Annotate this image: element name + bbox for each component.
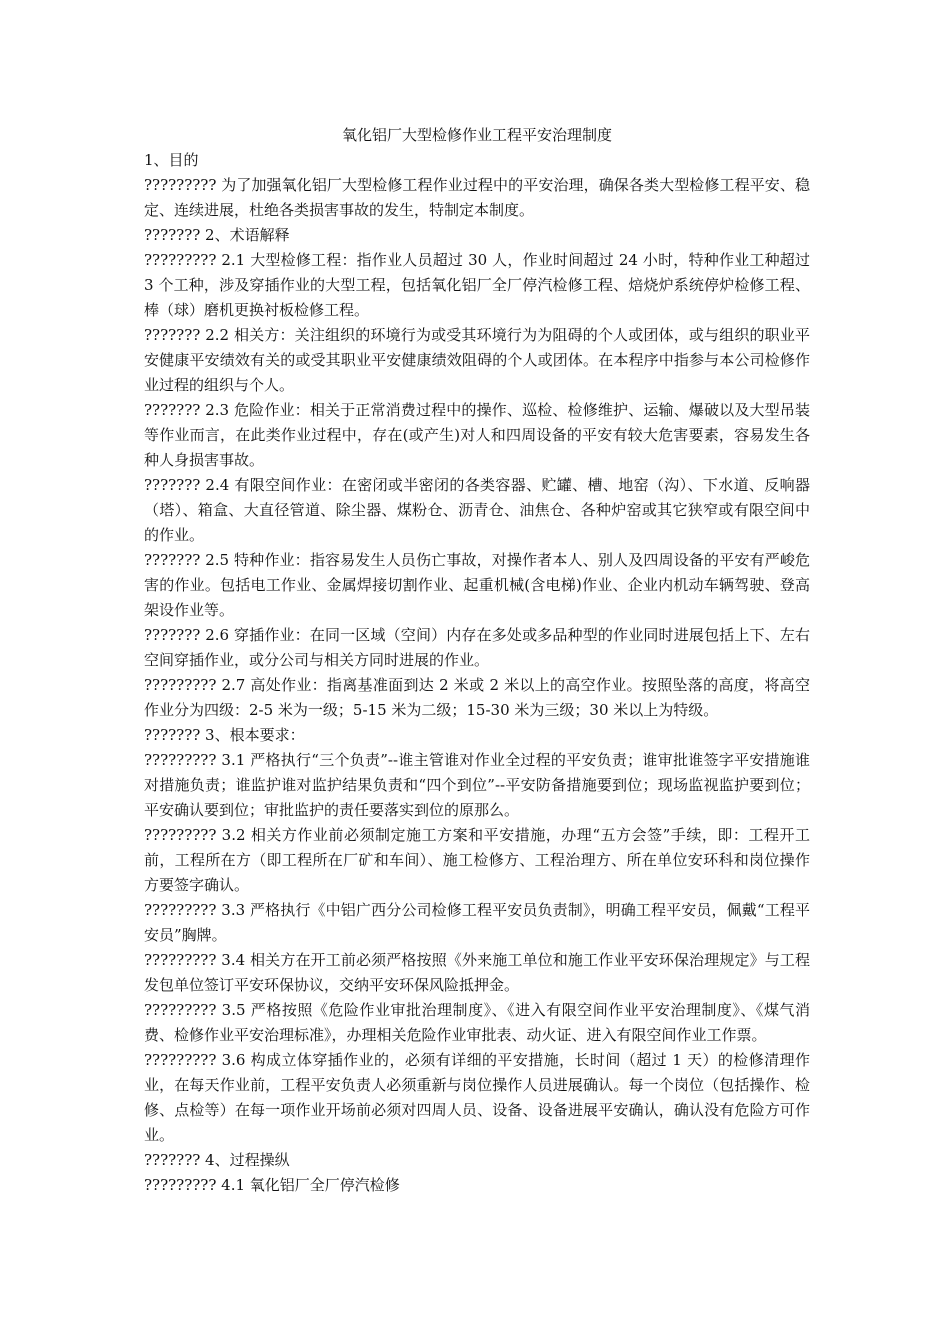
paragraph: ????????? 4.1 氧化铝厂全厂停汽检修 [144,1176,400,1194]
paragraph-list [144,148,810,1198]
document-body [144,123,810,1198]
paragraph: ????????? 2.1 大型检修工程：指作业人员超过 30 人，作业时间超过 24 小时，特种作业工种超过 3 个工种，涉及穿插作业的大型工程，包括氧化铝厂全厂停汽检修工程、焙烧炉系统停炉检修工程、棒（球）磨机更换衬板检修工程。 [144,251,810,319]
section-heading-purpose: 1、目的 [144,151,199,169]
paragraph: ????????? 为了加强氧化铝厂大型检修工程作业过程中的平安治理，确保各类大型检修工程平安、稳定、连续进展，杜绝各类损害事故的发生，特制定本制度。 [144,176,810,219]
section-heading-requirements: ??????? 3、根本要求： [144,726,305,744]
paragraph: ????????? 3.3 严格执行《中铝广西分公司检修工程平安员负责制》，明确工程平安员，佩戴“工程平安员”胸牌。 [144,901,810,944]
section-heading-process: ??????? 4、过程操纵 [144,1151,290,1169]
section-heading-terms: ??????? 2、术语解释 [144,226,290,244]
paragraph: ????????? 3.6 构成立体穿插作业的，必须有详细的平安措施，长时间（超过 1 天）的检修清理作业，在每天作业前，工程平安负责人必须重新与岗位操作人员进展确认。每一个岗位（包括操作、检修、点检等）在每一项作业开场前必须对四周人员、设备、设备进展平安确认，确认没有危险方可作业。 [144,1051,810,1144]
paragraph: ????????? 3.2 相关方作业前必须制定施工方案和平安措施，办理“五方会签”手续，即：工程开工前，工程所在方（即工程所在厂矿和车间）、施工检修方、工程治理方、所在单位安环科和岗位操作方要签字确认。 [144,826,810,894]
paragraph: ??????? 2.3 危险作业：相关于正常消费过程中的操作、巡检、检修维护、运输、爆破以及大型吊装等作业而言，在此类作业过程中，存在(或产生)对人和四周设备的平安有较大危害要素，容易发生各种人身损害事故。 [144,401,810,469]
paragraph: ????????? 3.5 严格按照《危险作业审批治理制度》、《进入有限空间作业平安治理制度》、《煤气消费、检修作业平安治理标准》，办理相关危险作业审批表、动火证、进入有限空间作业工作票。 [144,1001,810,1044]
paragraph: ??????? 2.6 穿插作业：在同一区域（空间）内存在多处或多品种型的作业同时进展包括上下、左右空间穿插作业，或分公司与相关方同时进展的作业。 [144,626,810,669]
paragraph: ????????? 3.1 严格执行“三个负责”--谁主管谁对作业全过程的平安负责；谁审批谁签字平安措施谁对措施负责；谁监护谁对监护结果负责和“四个到位”--平安防备措施要到位；现场监视监护要到位；平安确认要到位；审批监护的责任要落实到位的原那么。 [144,751,810,819]
paragraph: ??????? 2.5 特种作业：指容易发生人员伤亡事故，对操作者本人、别人及四周设备的平安有严峻危害的作业。包括电工作业、金属焊接切割作业、起重机械(含电梯)作业、企业内机动车辆驾驶、登高架设作业等。 [144,551,810,619]
paragraph: ??????? 2.4 有限空间作业：在密闭或半密闭的各类容器、贮罐、槽、地窑（沟）、下水道、反响器（塔）、箱盒、大直径管道、除尘器、煤粉仓、沥青仓、油焦仓、各种炉窑或其它狭窄或有限空间中的作业。 [144,476,810,544]
document-title: 氧化铝厂大型检修作业工程平安治理制度 [341,126,612,144]
paragraph: ????????? 2.7 高处作业：指离基准面到达 2 米或 2 米以上的高空作业。按照坠落的高度，将高空作业分为四级：2-5 米为一级；5-15 米为二级；15-30 米为三级；30 米以上为特级。 [144,676,810,719]
paragraph: ????????? 3.4 相关方在开工前必须严格按照《外来施工单位和施工作业平安环保治理规定》与工程发包单位签订平安环保协议，交纳平安环保风险抵押金。 [144,951,810,994]
paragraph: ??????? 2.2 相关方：关注组织的环境行为或受其环境行为为阻碍的个人或团体，或与组织的职业平安健康平安绩效有关的或受其职业平安健康绩效阻碍的个人或团体。在本程序中指参与本公司检修作业过程的组织与个人。 [144,326,810,394]
